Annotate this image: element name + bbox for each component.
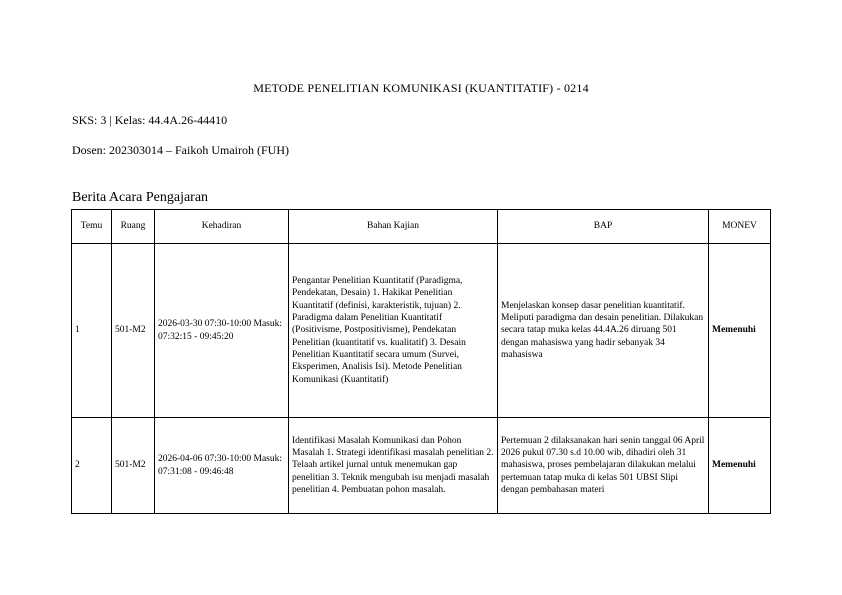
cell-ruang: 501-M2 <box>112 244 155 418</box>
teaching-record-table <box>71 209 771 514</box>
table-header-row <box>72 210 771 244</box>
header-temu: Temu <box>72 210 112 244</box>
header-kehadiran: Kehadiran <box>155 210 289 244</box>
cell-bahan-kajian: Pengantar Penelitian Kuantitatif (Paradigma, Pendekatan, Desain) 1. Hakikat Penelitian Kuantitatif (definisi, karakteristik, tujuan) 2. Paradigma dalam Penelitian Kuantitatif (Positivisme, Postpositivisme), Pendekatan Penelitian (kuantitatif vs. kualitatif) 3. Desain Penelitian Kuantitatif secara umum (Survei, Eksperimen, Analisis Isi). Metode Penelitian Komunikasi (Kuantitatif) <box>289 244 498 418</box>
cell-bahan-kajian <box>289 418 498 514</box>
section-title: Berita Acara Pengajaran <box>72 190 209 205</box>
header-monev: MONEV <box>709 210 771 244</box>
cell-bap-text: Pertemuan 2 dilaksanakan hari senin tanggal 06 April 2026 pukul 07.30 s.d 10.00 wib, dihadiri oleh 31 mahasiswa, proses pembelajaran dilakukan melalui pertemuan tatap muka di kelas 501 UBSI Slipi dengan pembahasan materi <box>501 435 705 495</box>
table-row <box>72 244 771 418</box>
cell-kehadiran: 2026-04-06 07:30-10:00 Masuk: 07:31:08 - 09:46:48 <box>155 418 289 514</box>
header-bap: BAP <box>498 210 709 244</box>
cell-bap <box>498 418 709 514</box>
header-bahan-kajian: Bahan Kajian <box>289 210 498 244</box>
header-ruang: Ruang <box>112 210 155 244</box>
table-row <box>72 418 771 514</box>
cell-bap: Menjelaskan konsep dasar penelitian kuantitatif. Meliputi paradigma dan desain penelitian. Dilakukan secara tatap muka kelas 44.4A.26 diruang 501 dengan mahasiswa yang hadir sebanyak 34 mahasiswa <box>498 244 709 418</box>
cell-bahan-kajian-text: Identifikasi Masalah Komunikasi dan Pohon Masalah 1. Strategi identifikasi masalah penelitian 2. Telaah artikel jurnal untuk menemukan gap penelitian 3. Teknik mengubah isu menjadi masalah penelitian 4. Pembuatan pohon masalah. <box>292 435 494 495</box>
cell-temu: 2 <box>72 418 112 514</box>
cell-temu: 1 <box>72 244 112 418</box>
lecturer-line: Dosen: 202303014 – Faikoh Umairoh (FUH) <box>72 143 289 157</box>
cell-ruang: 501-M2 <box>112 418 155 514</box>
cell-monev: Memenuhi <box>709 244 771 418</box>
sks-class-line: SKS: 3 | Kelas: 44.4A.26-44410 <box>72 113 228 127</box>
cell-monev: Memenuhi <box>709 418 771 514</box>
cell-kehadiran: 2026-03-30 07:30-10:00 Masuk: 07:32:15 - 09:45:20 <box>155 244 289 418</box>
document-title: METODE PENELITIAN KOMUNIKASI (KUANTITATIF) - 0214 <box>253 81 589 95</box>
